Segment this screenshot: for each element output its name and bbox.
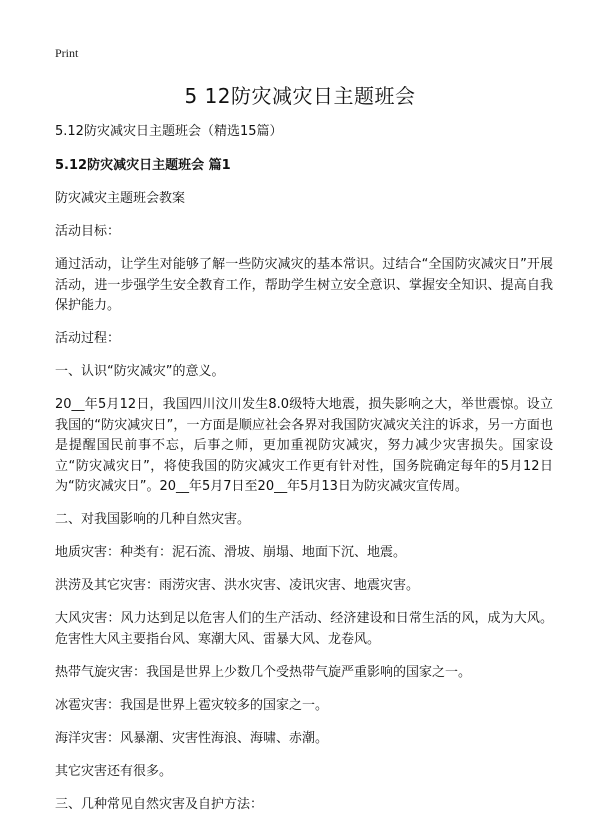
- paragraph-goals: 通过活动，让学生对能够了解一些防灾减灾的基本常识。过结合“全国防灾减灾日”开展活动，进一步强学生安全教育工作，帮助学生树立安全意识、掌握安全知识、提高自我保护能力。: [55, 257, 553, 313]
- paragraph-background: 20__年5月12日，我国四川汶川发生8.0级特大地震，损失影响之大，举世震惊。设立我国的“防灾减灾日”，一方面是顺应社会各界对我国防灾减灾关注的诉求，另一方面也是提醒国民前事不忘，后事之师，更加重视防灾减灾，努力减少灾害损失。国家设立“防灾减灾日”，将使我国的防灾减灾工作更有针对性，国务院确定每年的5月12日为“防灾减灾日”。20__年5月7日至20__年5月13日为防灾减灾宣传周。: [55, 397, 553, 494]
- paragraph-part-one-heading: 一、认识“防灾减灾”的意义。: [55, 364, 225, 379]
- print-link[interactable]: Print: [55, 46, 79, 60]
- paragraph-part-three-heading: 三、几种常见自然灾害及自护方法：: [55, 796, 264, 812]
- paragraph-flood: 洪涝及其它灾害：雨涝灾害、洪水灾害、凌讯灾害、地震灾害。: [55, 578, 420, 593]
- paragraph-hail: 冰雹灾害：我国是世界上雹灾较多的国家之一。: [55, 697, 329, 713]
- paragraph-part-two-heading: 二、对我国影响的几种自然灾害。: [55, 512, 251, 527]
- paragraph-goals-label: 活动目标：: [55, 224, 121, 239]
- paragraph-ocean: 海洋灾害：风暴潮、灾害性海浪、海啸、赤潮。: [55, 730, 329, 746]
- article-body: [55, 122, 553, 828]
- paragraph-lesson-plan: 防灾减灾主题班会教案: [55, 191, 186, 206]
- section-heading: 5.12防灾减灾日主题班会 篇1: [55, 157, 231, 173]
- paragraph-cyclone: 热带气旋灾害：我国是世界上少数几个受热带气旋严重影响的国家之一。: [55, 664, 472, 680]
- page-title: 5 12防灾减灾日主题班会: [184, 84, 416, 108]
- article-subtitle: 5.12防灾减灾日主题班会（精选15篇）: [55, 124, 283, 139]
- paragraph-process-label: 活动过程：: [55, 331, 121, 346]
- paragraph-other: 其它灾害还有很多。: [55, 763, 173, 779]
- paragraph-geological: 地质灾害：种类有：泥石流、滑坡、崩塌、地面下沉、地震。: [55, 545, 407, 560]
- paragraph-wind: 大风灾害：风力达到足以危害人们的生产活动、经济建设和日常生活的风，成为大风。危害性大风主要指台风、寒潮大风、雷暴大风、龙卷风。: [55, 611, 553, 647]
